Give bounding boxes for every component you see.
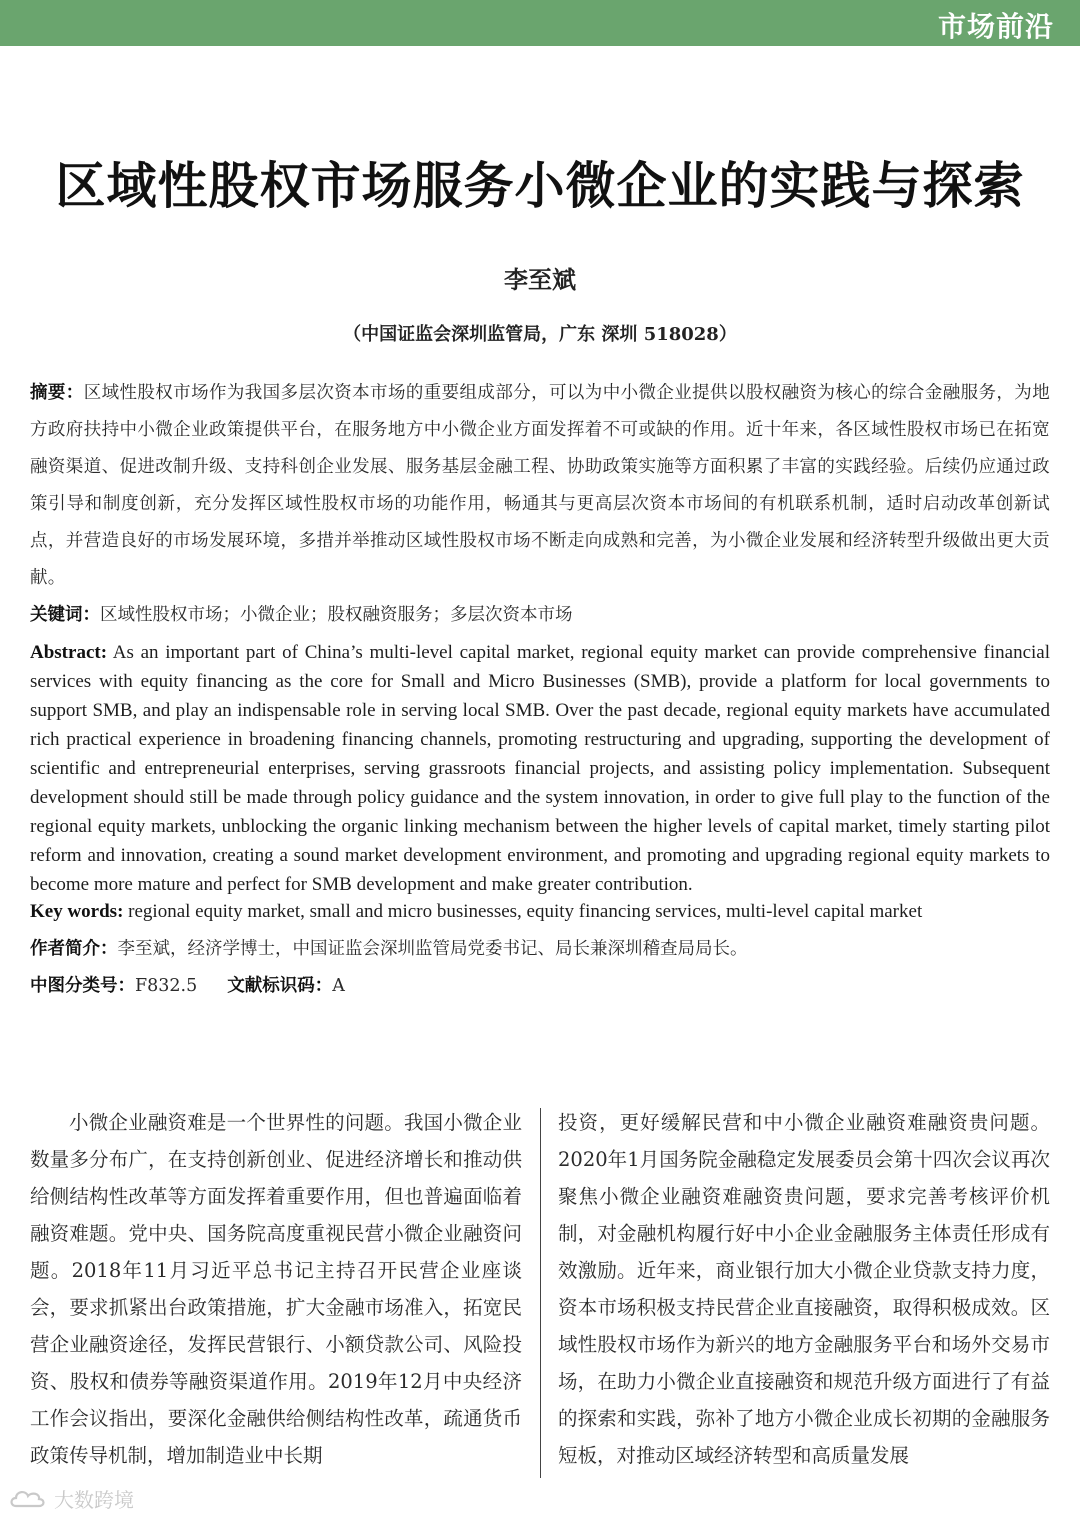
- clc-label: 中图分类号：: [30, 976, 135, 996]
- abstract-en-label: Abstract:: [30, 642, 108, 663]
- keywords-cn-text: 区域性股权市场；小微企业；股权融资服务；多层次资本市场: [100, 605, 573, 625]
- keywords-en-text: regional equity market, small and micro businesses, equity financing services, multi-level capital market: [128, 901, 923, 922]
- doc-code-value: A: [332, 976, 345, 996]
- article-title: 区域性股权市场服务小微企业的实践与探索: [55, 156, 1025, 215]
- keywords-en-label: Key words:: [30, 901, 124, 922]
- header-bar: [0, 0, 1080, 46]
- keywords-en: [30, 897, 1050, 926]
- abstract-cn: [30, 375, 1050, 597]
- abstract-cn-text: 区域性股权市场作为我国多层次资本市场的重要组成部分，可以为中小微企业提供以股权融资为核心的综合金融服务，为地方政府扶持中小微企业政策提供平台，在服务地方中小微企业方面发挥着不可或缺的作用。近十年来，各区域性股权市场已在拓宽融资渠道、促进改制升级、支持科创企业发展、服务基层金融工程、协助政策实施等方面积累了丰富的实践经验。后续仍应通过政策引导和制度创新，充分发挥区域性股权市场的功能作用，畅通其与更高层次资本市场间的有机联系机制，适时启动改革创新试点，并营造良好的市场发展环境，多措并举推动区域性股权市场不断走向成熟和完善，为小微企业发展和经济转型升级做出更大贡献。: [30, 383, 1051, 588]
- cloud-logo-icon: [8, 1486, 48, 1510]
- keywords-cn: [30, 598, 1050, 632]
- watermark: [8, 1484, 134, 1512]
- keywords-cn-label: 关键词：: [30, 605, 100, 625]
- section-label: 市场前沿: [937, 10, 1054, 43]
- abstract-en: [30, 638, 1050, 899]
- body-column-right: 投资，更好缓解民营和中小微企业融资难融资贵问题。2020年1月国务院金融稳定发展委员会第十四次会议再次聚焦小微企业融资难融资贵问题，要求完善考核评价机制，对金融机构履行好中小企业金融服务主体责任形成有效激励。近年来，商业银行加大小微企业贷款支持力度，资本市场积极支持民营企业直接融资，取得积极成效。区域性股权市场作为新兴的地方金融服务平台和场外交易市场，在助力小微企业直接融资和规范升级方面进行了有益的探索和实践，弥补了地方小微企业成长初期的金融服务短板，对推动区域经济转型和高质量发展: [558, 1111, 1050, 1467]
- column-divider: [540, 1108, 541, 1478]
- body-column-left: 小微企业融资难是一个世界性的问题。我国小微企业数量多分布广，在支持创新创业、促进经济增长和推动供给侧结构性改革等方面发挥着重要作用，但也普遍面临着融资难题。党中央、国务院高度重视民营小微企业融资问题。2018年11月习近平总书记主持召开民营企业座谈会，要求抓紧出台政策措施，扩大金融市场准入，拓宽民营企业融资途径，发挥民营银行、小额贷款公司、风险投资、股权和债券等融资渠道作用。2019年12月中央经济工作会议指出，要深化金融供给侧结构性改革，疏通货币政策传导机制，增加制造业中长期: [30, 1111, 522, 1467]
- abstract-cn-label: 摘要：: [30, 383, 84, 403]
- clc-value: F832.5: [135, 976, 198, 996]
- author-name: 李至斌: [504, 265, 576, 294]
- watermark-text: 大数跨境: [54, 1487, 134, 1512]
- author-intro-text: 李至斌，经济学博士，中国证监会深圳监管局党委书记、局长兼深圳稽查局局长。: [117, 939, 748, 959]
- author-intro: [30, 932, 1050, 966]
- author-intro-label: 作者简介：: [30, 939, 118, 959]
- classification-line: [30, 969, 1050, 1003]
- abstract-en-text: As an important part of China’s multi-level capital market, regional equity market can provide comprehensive financial services with equity financing as the core for Small and Micro Businesses (SMB), provide a platform for local governments to support SMB, and play an indispensable role in serving local SMB. Over the past decade, regional equity markets have accumulated rich practical experience in broadening financing channels, promoting restructuring and upgrading, supporting the development of scientific and entrepreneurial enterprises, serving grassroots financial projects, and assisting policy implementation. Subsequent development should still be made through policy guidance and the system innovation, in order to give full play to the function of the regional equity markets, unblocking the organic linking mechanism between the higher levels of capital market, timely starting pilot reform and innovation, creating a sound market development environment, and promoting and upgrading regional equity markets to become more mature and perfect for SMB development and make greater contribution.: [30, 642, 1051, 895]
- author-affiliation: （中国证监会深圳监管局，广东 深圳 518028）: [343, 324, 737, 345]
- doc-code-label: 文献标识码：: [227, 976, 333, 996]
